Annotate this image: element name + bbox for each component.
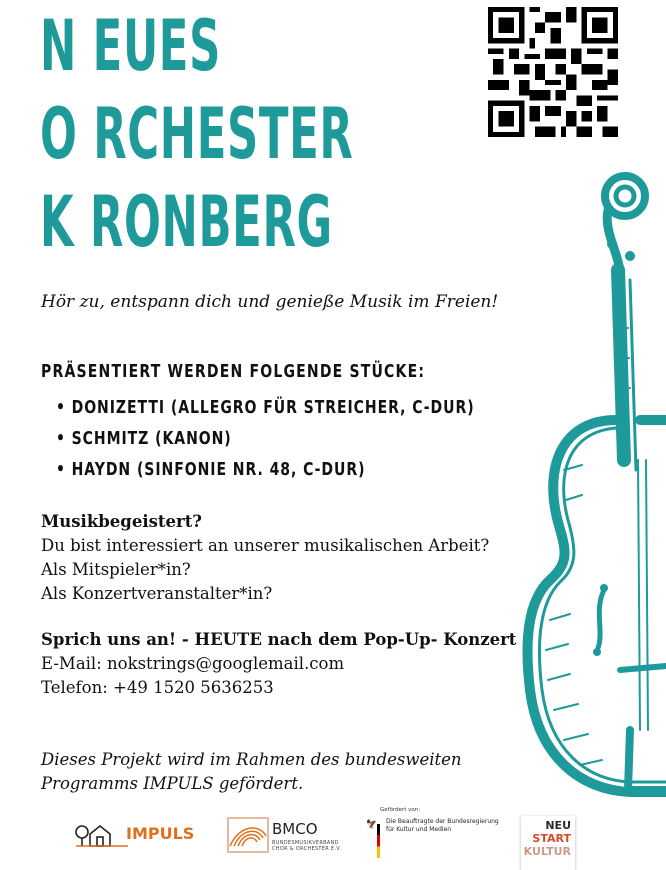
commissioner-line: für Kultur und Medien	[386, 826, 452, 833]
title-line-1: N EUES	[40, 5, 221, 87]
interest-line: Du bist interessiert an unserer musikalischen Arbeit?	[41, 536, 490, 555]
interest-heading: Musikbegeistert?	[41, 512, 202, 531]
bmco-logo-mark	[226, 816, 270, 854]
neustart-kultur: KULTUR	[523, 845, 571, 858]
program-heading: PRÄSENTIERT WERDEN FOLGENDE STÜCKE:	[41, 361, 426, 382]
german-flag-bar	[377, 824, 380, 858]
piece-label: HAYDN (SINFONIE NR. 48, C-DUR)	[71, 459, 366, 480]
orchestra-title	[40, 2, 353, 266]
federal-commissioner-logo	[386, 818, 499, 834]
piece-label: DONIZETTI (ALLEGRO FÜR STREICHER, C-DUR)	[71, 397, 475, 418]
neustart-kultur-logo	[521, 816, 575, 870]
funding-line: Dieses Projekt wird im Rahmen des bundesweiten	[41, 750, 462, 769]
impuls-logo: IMPULS	[126, 824, 195, 843]
bmco-subtitle-line: BUNDESMUSIKVERBAND	[272, 840, 339, 846]
commissioner-line: Die Beauftragte der Bundesregierung	[386, 818, 499, 825]
tagline: Hör zu, entspann dich und genieße Musik im Freien!	[41, 292, 499, 312]
house-icon	[74, 822, 130, 848]
list-item	[56, 428, 475, 459]
piece-label: SCHMITZ (KANON)	[71, 428, 232, 449]
contact-block	[41, 628, 516, 700]
bmco-logo-text: BMCO	[272, 820, 318, 838]
contact-email[interactable]: E-Mail: nokstrings@googlemail.com	[41, 654, 345, 673]
bullet-icon: •	[56, 459, 66, 480]
funding-line: Programms IMPULS gefördert.	[41, 774, 304, 793]
violin-illustration	[520, 170, 666, 810]
list-item	[56, 397, 475, 428]
funded-by-label: Gefördert von:	[380, 807, 421, 813]
neustart-neu: NEU	[545, 819, 571, 832]
qr-code-icon[interactable]	[488, 7, 618, 137]
contact-heading: Sprich uns an! - HEUTE nach dem Pop-Up- Konzert	[41, 630, 517, 649]
funding-note	[41, 748, 462, 796]
program-list	[56, 397, 593, 490]
bmco-subtitle	[272, 840, 341, 852]
federal-eagle-icon: 🦅	[366, 820, 378, 830]
interest-line: Als Mitspieler*in?	[41, 560, 191, 579]
contact-phone[interactable]: Telefon: +49 1520 5636253	[41, 678, 274, 697]
interest-block	[41, 510, 489, 606]
title-line-2: O RCHESTER	[40, 93, 354, 175]
neustart-start: START	[532, 832, 571, 845]
bmco-subtitle-line: CHOR & ORCHESTER E.V.	[272, 846, 342, 852]
interest-line: Als Konzertveranstalter*in?	[41, 584, 273, 603]
bullet-icon: •	[56, 397, 66, 418]
bullet-icon: •	[56, 428, 66, 449]
sponsor-logos	[0, 807, 666, 870]
title-line-3: K RONBERG	[40, 181, 333, 263]
list-item	[56, 459, 475, 490]
